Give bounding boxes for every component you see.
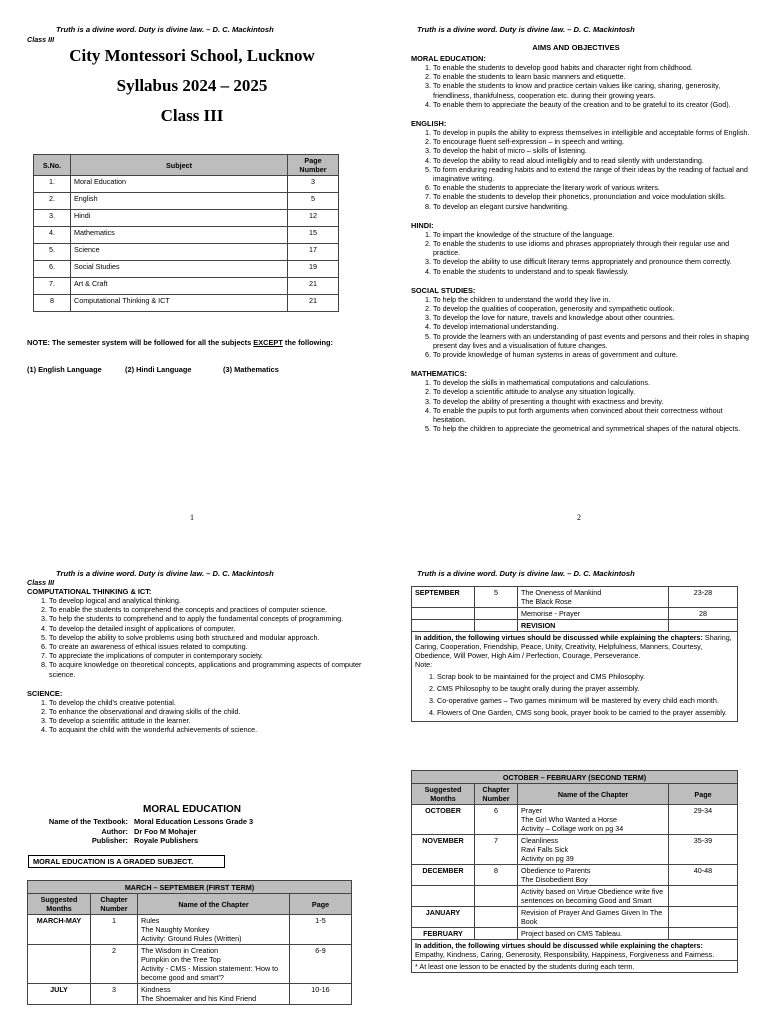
aims-sections (411, 54, 756, 444)
page-4 (384, 512, 768, 1024)
cell-month: DECEMBER (412, 865, 475, 886)
virtues-first-term: In addition, the following virtues should be discussed while explaining the chapters: Sharing, Caring, Cooperation, Friendship, Peace, Unity, Creativity, Helpfulness, Manners, Courtesy, Obedience, Will Power, High Aim / Perfection, Courage, Perseverance. Note: 1. Scrap book to be maintained for the project and CMS Philosophy. 2. CMS Philosophy to be taught orally during the prayer assembly. 3. Co-operative games – Two games minimum will be mastered by every child each month. 4. Flowers of One Garden, CMS song book, prayer book to be carried to the prayer assembly. (412, 632, 738, 722)
book-detail (0, 836, 384, 846)
table-row (34, 227, 339, 244)
header-month: Suggested Months (412, 784, 475, 805)
cell-month: OCTOBER (412, 805, 475, 835)
cell-page: 17 (288, 244, 339, 261)
cell-page: 5 (288, 193, 339, 210)
footnote: * At least one lesson to be enacted by the students during each term. (412, 961, 738, 973)
section-title: MORAL EDUCATION: (411, 54, 486, 63)
first-term-table (27, 880, 352, 1005)
aims-heading: AIMS AND OBJECTIVES (532, 43, 620, 52)
cell-sno: 8 (34, 295, 71, 312)
moral-heading: MORAL EDUCATION (143, 804, 241, 815)
table-row (34, 261, 339, 278)
book-detail-value: Dr Foo M Mohajer (134, 826, 197, 836)
cell-page: 23-28 (669, 587, 738, 608)
list-item: 4. To enable the pupils to put forth arguments when convinced about their correctness without hesitation. (433, 406, 756, 424)
objective-list (411, 295, 756, 359)
semester-note: NOTE: The semester system will be followed for all the subjects EXCEPT the following: (27, 338, 333, 347)
chapter-line: Activity based on Virtue Obedience write five sentences on becoming Good and Smart (521, 887, 664, 905)
note-item: 3. Co-operative games – Two games minimum will be mastered by every child each month. (437, 696, 734, 705)
list-item: 4. To enable them to appreciate the beauty of the creation and to be grateful to its creator (God). (433, 100, 756, 109)
cell-subject: Computational Thinking & ICT (71, 295, 288, 312)
cell-subject: Science (71, 244, 288, 261)
cell-chapter-name (518, 865, 669, 886)
note-item: 2. CMS Philosophy to be taught orally during the prayer assembly. (437, 684, 734, 693)
chapter-line: Revision of Prayer And Games Given In The Book (521, 908, 663, 926)
header-page: Page (290, 894, 352, 915)
class-tag: Class III (27, 578, 55, 587)
list-item: 2. To develop a scientific attitude to analyse any situation logically. (433, 387, 756, 396)
motto: Truth is a divine word. Duty is divine law. – D. C. Mackintosh (56, 25, 274, 34)
table-row (412, 886, 738, 907)
chapter-line: Ravi Falls Sick (521, 845, 569, 854)
language-item: (3) Mathematics (223, 365, 279, 374)
cell-page: 28 (669, 608, 738, 620)
cell-month: FEBRUARY (412, 928, 475, 940)
list-item: 1. To help the children to understand the world they live in. (433, 295, 756, 304)
aims-section (411, 369, 756, 433)
aims-section (411, 54, 756, 109)
aims-sections (27, 587, 362, 745)
chapter-line: Prayer (521, 806, 543, 815)
cell-subject: Mathematics (71, 227, 288, 244)
list-item: 4. To acquaint the child with the wonderful achievements of science. (49, 725, 362, 734)
list-item: 6. To create an awareness of ethical issues related to computing. (49, 642, 362, 651)
cell-subject: Moral Education (71, 176, 288, 193)
cell-subject: Art & Craft (71, 278, 288, 295)
cell-chapter (475, 886, 518, 907)
book-detail-label: Author: (101, 826, 128, 836)
header-page: Page (669, 784, 738, 805)
list-item: 1. To impart the knowledge of the structure of the language. (433, 230, 756, 239)
chapter-line: Project based on CMS Tableau. (521, 929, 622, 938)
table-row (412, 865, 738, 886)
page-3 (0, 512, 384, 1024)
list-item: 3. To develop the ability to use difficult literary terms appropriately and pronounce them correctly. (433, 257, 756, 266)
section-title: COMPUTATIONAL THINKING & ICT: (27, 587, 152, 596)
cell-chapter: 2 (91, 945, 138, 984)
list-item: 3. To develop the habit of micro – skills of listening. (433, 146, 756, 155)
term-title: MARCH – SEPTEMBER (FIRST TERM) (28, 881, 352, 894)
second-term-table (411, 770, 738, 973)
list-item: 4. To develop the detailed insight of applications of computer. (49, 624, 362, 633)
chapter-line: Activity on pg 39 (521, 854, 574, 863)
cell-chapter: 8 (475, 865, 518, 886)
chapter-line: Activity – Collage work on pg 34 (521, 824, 624, 833)
list-item: 1. To develop logical and analytical thinking. (49, 596, 362, 605)
list-item: 8. To acquire knowledge on theoretical concepts, applications and programming aspects of computer science. (49, 660, 362, 678)
cell-month (412, 620, 475, 632)
cell-sno: 6. (34, 261, 71, 278)
list-item: 2. To enable the students to learn basic manners and etiquette. (433, 72, 756, 81)
chapter-line: Memorise - Prayer (521, 609, 581, 618)
cell-chapter-name (138, 945, 290, 984)
chapter-line: The Black Rose (521, 597, 572, 606)
list-item: 7. To enable the students to develop their phonetics, pronunciation and voice modulation skills. (433, 192, 756, 201)
list-item: 5. To develop the ability to solve problems using both structured and modular approach. (49, 633, 362, 642)
cell-page (669, 620, 738, 632)
cell-chapter: 5 (475, 587, 518, 608)
table-row (412, 587, 738, 608)
list-item: 3. To enable the students to know and practice certain values like caring, sharing, generosity, friendliness, thankfulness, cooperation etc. during their growing years. (433, 81, 756, 99)
table-row (412, 928, 738, 940)
cell-page: 29-34 (669, 805, 738, 835)
cell-page (669, 886, 738, 907)
cell-month (412, 608, 475, 620)
table-row (34, 210, 339, 227)
chapter-line: Activity: Ground Rules (Written) (141, 934, 242, 943)
list-item: 2. To enable the students to comprehend the concepts and practices of computer science. (49, 605, 362, 614)
list-item: 6. To enable the students to appreciate the literary work of various writers. (433, 183, 756, 192)
chapter-line: Kindness (141, 985, 171, 994)
motto: Truth is a divine word. Duty is divine law. – D. C. Mackintosh (417, 569, 635, 578)
cell-chapter-name (518, 620, 669, 632)
list-item: 7. To appreciate the implications of computer in contemporary society. (49, 651, 362, 660)
chapter-line: The Shoemaker and his Kind Friend (141, 994, 257, 1003)
header-sno: S.No. (34, 155, 71, 176)
table-row (34, 176, 339, 193)
objective-list (411, 128, 756, 211)
aims-section (411, 286, 756, 359)
page-number: 2 (577, 513, 581, 522)
note-item: 4. Flowers of One Garden, CMS song book, prayer book to be carried to the prayer assembly. (437, 708, 734, 717)
cell-page: 3 (288, 176, 339, 193)
table-row (28, 945, 352, 984)
header-chapter: Chapter Number (91, 894, 138, 915)
page-2 (384, 0, 768, 512)
book-detail-label: Publisher: (91, 836, 128, 845)
table-row (34, 278, 339, 295)
table-row (412, 620, 738, 632)
cell-page: 6-9 (290, 945, 352, 984)
list-item: 2. To enable the students to use idioms and phrases appropriately through their regular use and practice. (433, 239, 756, 257)
section-title: MATHEMATICS: (411, 369, 467, 379)
list-item: 4. To develop international understanding. (433, 322, 756, 331)
header-month: Suggested Months (28, 894, 91, 915)
cell-page: 1-5 (290, 915, 352, 945)
cell-page: 15 (288, 227, 339, 244)
cell-chapter-name (518, 835, 669, 865)
cell-chapter (475, 608, 518, 620)
cell-month: NOVEMBER (412, 835, 475, 865)
list-item: 5. To help the children to appreciate the geometrical and symmetrical shapes of the natural objects. (433, 424, 756, 433)
cell-month (412, 886, 475, 907)
list-item: 8. To develop an elegant cursive handwriting. (433, 202, 756, 211)
cell-chapter-name (138, 984, 290, 1005)
table-row (28, 915, 352, 945)
cell-chapter-name (518, 928, 669, 940)
section-title: HINDI: (411, 220, 434, 230)
list-item: 3. To help the students to comprehend and to apply the fundamental concepts of programming. (49, 614, 362, 623)
list-item: 2. To enhance the observational and drawing skills of the child. (49, 707, 362, 716)
cell-chapter: 3 (91, 984, 138, 1005)
cell-month: JANUARY (412, 907, 475, 928)
language-list (27, 365, 357, 374)
cell-page: 35-39 (669, 835, 738, 865)
syllabus-title: Syllabus 2024 – 2025 (116, 76, 268, 95)
cell-chapter-name (518, 587, 669, 608)
section-title: ENGLISH: (411, 119, 447, 129)
cell-page: 10-16 (290, 984, 352, 1005)
aims-section (411, 221, 756, 276)
cell-chapter (475, 907, 518, 928)
class-title: Class III (160, 106, 224, 125)
cell-chapter-name (518, 886, 669, 907)
header-name: Name of the Chapter (518, 784, 669, 805)
cell-chapter-name (138, 915, 290, 945)
note-item: 1. Scrap book to be maintained for the project and CMS Philosophy. (437, 672, 734, 681)
header-chapter: Chapter Number (475, 784, 518, 805)
cell-page: 21 (288, 295, 339, 312)
objective-list (411, 378, 756, 433)
list-item: 4. To develop the ability to read aloud intelligibly and to read silently with understanding. (433, 156, 756, 165)
book-detail (0, 827, 384, 837)
objective-list (27, 596, 362, 679)
cell-chapter (475, 928, 518, 940)
cell-page: 40-48 (669, 865, 738, 886)
cell-page: 21 (288, 278, 339, 295)
table-row (412, 608, 738, 620)
cell-sno: 7. (34, 278, 71, 295)
motto: Truth is a divine word. Duty is divine law. – D. C. Mackintosh (417, 25, 635, 34)
cell-month: MARCH-MAY (28, 915, 91, 945)
cell-page: 12 (288, 210, 339, 227)
term-title: OCTOBER – FEBRUARY (SECOND TERM) (412, 771, 738, 784)
section-title: SCIENCE: (27, 688, 63, 698)
cell-chapter (475, 620, 518, 632)
language-item: (1) English Language (27, 365, 102, 374)
contents-table (33, 154, 339, 312)
objective-list (27, 698, 362, 735)
chapter-line: Pumpkin on the Tree Top (141, 955, 221, 964)
school-name: City Montessori School, Lucknow (69, 46, 315, 65)
language-item: (2) Hindi Language (125, 365, 192, 374)
list-item: 5. To form enduring reading habits and to extend the range of their ideas by the reading of factual and imaginative writing. (433, 165, 756, 183)
cell-chapter-name (518, 805, 669, 835)
list-item: 2. To develop the qualities of cooperation, generosity and sympathetic outlook. (433, 304, 756, 313)
cell-sno: 1. (34, 176, 71, 193)
list-item: 1. To develop the skills in mathematical computations and calculations. (433, 378, 756, 387)
table-row (34, 244, 339, 261)
cell-sno: 2. (34, 193, 71, 210)
objective-list (411, 63, 756, 109)
chapter-line: REVISION (521, 621, 556, 630)
class-tag: Class III (27, 35, 55, 44)
list-item: 4. To enable the students to understand and to speak flawlessly. (433, 267, 756, 276)
chapter-line: Obedience to Parents (521, 866, 591, 875)
cell-chapter: 1 (91, 915, 138, 945)
cell-sno: 3. (34, 210, 71, 227)
cell-chapter-name (518, 608, 669, 620)
table-row (28, 984, 352, 1005)
chapter-line: The Disobedient Boy (521, 875, 588, 884)
cell-subject: Social Studies (71, 261, 288, 278)
list-item: 1. To develop the child's creative potential. (49, 698, 362, 707)
list-item: 1. To develop in pupils the ability to express themselves in intelligible and acceptable forms of English. (433, 128, 756, 137)
header-subject: Subject (71, 155, 288, 176)
chapter-line: Activity - CMS - Mission statement: 'How to become good and smart'? (141, 964, 279, 982)
book-detail-value: Moral Education Lessons Grade 3 (134, 817, 254, 826)
book-detail-label: Name of the Textbook: (48, 817, 128, 826)
book-detail (0, 817, 384, 827)
chapter-line: Cleanliness (521, 836, 559, 845)
chapter-line: Rules (141, 916, 160, 925)
cell-month: SEPTEMBER (412, 587, 475, 608)
cell-page: 19 (288, 261, 339, 278)
section-title: SOCIAL STUDIES: (411, 285, 476, 295)
page-1 (0, 0, 384, 522)
book-detail-value: Royale Publishers (134, 836, 199, 845)
aims-section (411, 119, 756, 211)
cell-subject: Hindi (71, 210, 288, 227)
chapter-line: The Wisdom in Creation (141, 946, 219, 955)
september-table (411, 586, 738, 722)
list-item: 5. To provide the learners with an understanding of past events and persons and their roles in shaping present day lives and a visualisation of future changes. (433, 332, 756, 350)
table-row (412, 835, 738, 865)
cell-sno: 5. (34, 244, 71, 261)
cell-sno: 4. (34, 227, 71, 244)
list-item: 3. To develop the ability of presenting a thought with exactness and brevity. (433, 397, 756, 406)
table-row (34, 295, 339, 312)
objective-list (411, 230, 756, 276)
table-row (34, 193, 339, 210)
page-number: 1 (190, 513, 194, 522)
list-item: 3. To develop a scientific attitude in the learner. (49, 716, 362, 725)
list-item: 3. To develop the love for nature, travels and knowledge about other countries. (433, 313, 756, 322)
cell-month (28, 945, 91, 984)
table-row (412, 907, 738, 928)
aims-section (27, 689, 362, 735)
list-item: 6. To provide knowledge of human systems in areas of government and culture. (433, 350, 756, 359)
cell-month: JULY (28, 984, 91, 1005)
chapter-line: The Naughty Monkey (141, 925, 210, 934)
cell-subject: English (71, 193, 288, 210)
cell-page (669, 928, 738, 940)
motto: Truth is a divine word. Duty is divine law. – D. C. Mackintosh (56, 569, 274, 578)
chapter-line: The Girl Who Wanted a Horse (521, 815, 617, 824)
cell-page (669, 907, 738, 928)
table-row (412, 805, 738, 835)
graded-note: MORAL EDUCATION IS A GRADED SUBJECT. (28, 855, 225, 868)
list-item: 2. To encourage fluent self-expression – in speech and writing. (433, 137, 756, 146)
cell-chapter-name (518, 907, 669, 928)
textbook-details (0, 817, 384, 846)
cell-chapter: 6 (475, 805, 518, 835)
chapter-line: The Oneness of Mankind (521, 588, 602, 597)
virtues-second-term: In addition, the following virtues should be discussed while explaining the chapters: Empathy, Kindness, Caring, Generosity, Responsibility, Happiness, Forgiveness and Fairness. (412, 940, 738, 961)
list-item: 1. To enable the students to develop good habits and character right from childhood. (433, 63, 756, 72)
cell-chapter: 7 (475, 835, 518, 865)
aims-section (27, 587, 362, 679)
header-name: Name of the Chapter (138, 894, 290, 915)
header-page: Page Number (288, 155, 339, 176)
